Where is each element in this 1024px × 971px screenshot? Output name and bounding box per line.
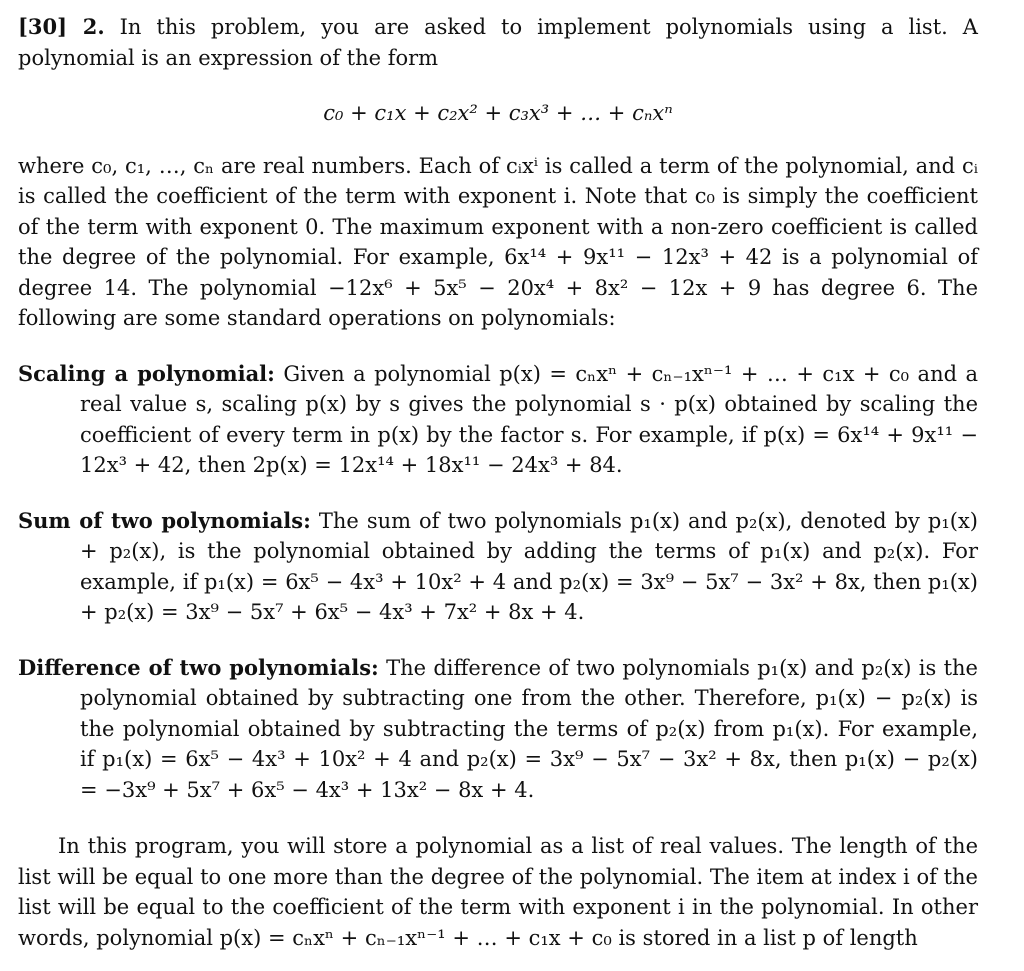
document-page xyxy=(18,12,978,953)
operation-difference-text: The difference of two polynomials p₁(x) and p₂(x) is the polynomial obtained by subtracting one from the other. Therefore, p₁(x) − p₂(x) is the polynomial obtained by subtracting the terms of p₂(x) from p₁(x). For example, if p₁(x) = 6x⁵ − 4x³ + 10x² + 4 and p₂(x) = 3x⁹ − 5x⁷ − 3x² + 8x, then p₁(x) − p₂(x) = −3x⁹ + 5x⁷ + 6x⁵ − 4x³ + 13x² − 8x + 4. xyxy=(80,655,978,802)
polynomial-formula: c₀ + c₁x + c₂x² + c₃x³ + … + cₙxⁿ xyxy=(323,101,673,125)
operation-scaling-text: Given a polynomial p(x) = cₙxⁿ + cₙ₋₁xⁿ⁻¹ + … + c₁x + c₀ and a real value s, scaling p(x) by s gives the polynomial s · p(x) obtained by scaling the coefficient of every term in p(x) by the factor s. For example, if p(x) = 6x¹⁴ + 9x¹¹ − 12x³ + 42, then 2p(x) = 12x¹⁴ + 18x¹¹ − 24x³ + 84. xyxy=(80,361,978,477)
problem-intro-text: In this problem, you are asked to implement polynomials using a list. A polynomial is an expression of the form xyxy=(18,15,978,70)
operation-scaling xyxy=(18,359,978,481)
operation-sum xyxy=(18,506,978,628)
problem-marks: [30] 2. xyxy=(18,14,105,39)
operation-difference xyxy=(18,653,978,806)
operation-sum-text: The sum of two polynomials p₁(x) and p₂(x), denoted by p₁(x) + p₂(x), is the polynomial obtained by adding the terms of p₁(x) and p₂(x). For example, if p₁(x) = 6x⁵ − 4x³ + 10x² + 4 and p₂(x) = 3x⁹ − 5x⁷ − 3x² + 8x, then p₁(x) + p₂(x) = 3x⁹ − 5x⁷ + 6x⁵ − 4x³ + 7x² + 8x + 4. xyxy=(80,508,978,624)
closing-paragraph: In this program, you will store a polynomial as a list of real values. The length of the list will be equal to one more than the degree of the polynomial. The item at index i of the list will be equal to the coefficient of the term with exponent i in the polynomial. In other words, polynomial p(x) = cₙxⁿ + cₙ₋₁xⁿ⁻¹ + … + c₁x + c₀ is stored in a list p of length xyxy=(18,834,978,950)
operation-sum-title: Sum of two polynomials: xyxy=(18,507,311,533)
problem-intro xyxy=(18,12,978,73)
operation-scaling-title: Scaling a polynomial: xyxy=(18,360,275,386)
operation-difference-title: Difference of two polynomials: xyxy=(18,654,379,680)
problem-explanation: where c₀, c₁, …, cₙ are real numbers. Each of cᵢxⁱ is called a term of the polynomial, and cᵢ is called the coefficient of the term with exponent i. Note that c₀ is simply the coefficient of the term with exponent 0. The maximum exponent with a non-zero coefficient is called the degree of the polynomial. For example, 6x¹⁴ + 9x¹¹ − 12x³ + 42 is a polynomial of degree 14. The polynomial −12x⁶ + 5x⁵ − 20x⁴ + 8x² − 12x + 9 has degree 6. The following are some standard operations on polynomials: xyxy=(18,153,978,330)
